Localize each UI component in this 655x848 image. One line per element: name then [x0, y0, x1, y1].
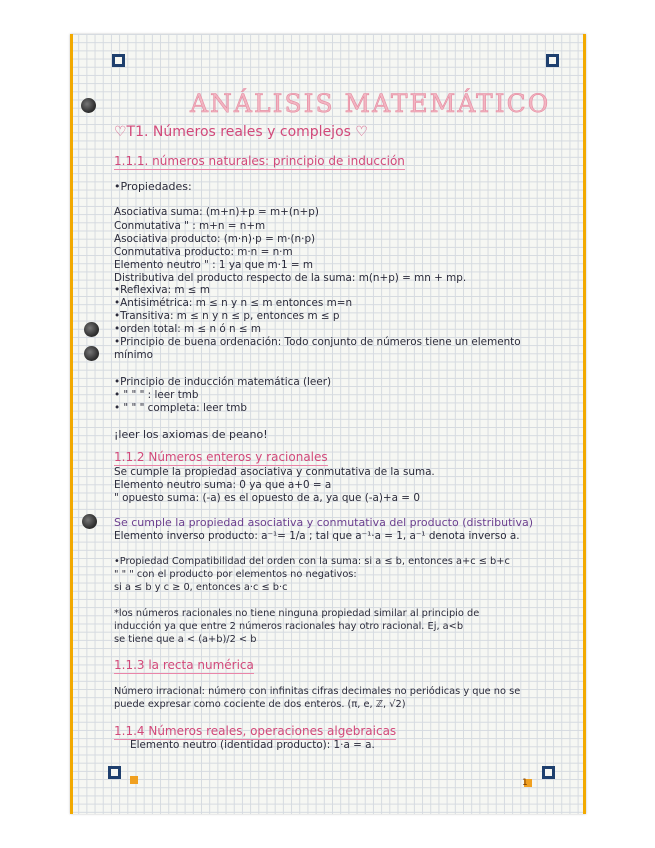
order-line: •Principio de buena ordenación: Todo conjunto de números tiene un elemento — [114, 336, 521, 348]
property-line: Elemento neutro " : 1 ya que m·1 = m — [114, 259, 313, 271]
page-edge-right — [583, 34, 586, 814]
order-line: •Antisimétrica: m ≤ n y n ≤ m entonces m=n — [114, 297, 353, 309]
binder-hole-icon — [81, 98, 96, 113]
integer-line: " opuesto suma: (-a) es el opuesto de a, ya que (-a)+a = 0 — [114, 492, 420, 504]
corner-marker-icon — [542, 766, 555, 779]
irrational-line: puede expresar como cociente de dos enteros. (π, e, ℤ, √2) — [114, 699, 406, 710]
density-line: *los números racionales no tiene ninguna propiedad similar al principio de — [114, 608, 480, 619]
orange-square-icon — [130, 776, 138, 784]
subsection-heading: 1.1.4 Números reales, operaciones algebraicas — [114, 724, 397, 738]
order-line: mínimo — [114, 349, 153, 361]
note-text: ¡leer los axiomas de peano! — [114, 428, 268, 441]
integer-line: Se cumple la propiedad asociativa y conmutativa de la suma. — [114, 466, 435, 478]
property-line: Conmutativa producto: m·n = n·m — [114, 246, 293, 258]
irrational-line: Número irracional: número con infinitas cifras decimales no periódicas y que no se — [114, 686, 521, 697]
compat-line: " " " con el producto por elementos no negativos: — [114, 569, 357, 580]
density-line: inducción ya que entre 2 números racionales hay otro racional. Ej, a<b — [114, 621, 464, 632]
order-line: •Reflexiva: m ≤ m — [114, 284, 210, 296]
induction-line: •Principio de inducción matemática (leer) — [114, 376, 332, 388]
property-line: Distributiva del producto respecto de la suma: m(n+p) = mn + mp. — [114, 272, 467, 284]
order-line: •Transitiva: m ≤ n y n ≤ p, entonces m ≤ p — [114, 310, 340, 322]
corner-marker-icon — [546, 54, 559, 67]
label-text: •Propiedades: — [114, 180, 192, 193]
section-heading: ♡T1. Números reales y complejos ♡ — [114, 124, 368, 140]
page-number: 1 — [522, 778, 528, 788]
notebook-page — [70, 34, 586, 814]
binder-hole-icon — [84, 322, 99, 337]
induction-line: • " " " : leer tmb — [114, 389, 199, 401]
compat-line: •Propiedad Compatibilidad del orden con la suma: si a ≤ b, entonces a+c ≤ b+c — [114, 556, 510, 567]
property-line: Asociativa producto: (m·n)·p = m·(n·p) — [114, 233, 316, 245]
binder-hole-icon — [84, 346, 99, 361]
rational-line: Elemento inverso producto: a⁻¹= 1/a ; tal que a⁻¹·a = 1, a⁻¹ denota inverso a. — [114, 530, 520, 542]
rational-line: Se cumple la propiedad asociativa y conmutativa del producto (distributiva) — [114, 516, 534, 529]
page-title: ANÁLISIS MATEMÁTICO — [190, 89, 551, 118]
compat-line: si a ≤ b y c ≥ 0, entonces a·c ≤ b·c — [114, 582, 288, 593]
integer-line: Elemento neutro suma: 0 ya que a+0 = a — [114, 479, 332, 491]
identity-line: Elemento neutro (identidad producto): 1·a = a. — [130, 739, 375, 751]
subsection-heading: 1.1.1. números naturales: principio de inducción — [114, 154, 405, 168]
density-line: se tiene que a < (a+b)/2 < b — [114, 634, 257, 645]
corner-marker-icon — [108, 766, 121, 779]
binder-hole-icon — [82, 514, 97, 529]
property-line: Conmutativa " : m+n = n+m — [114, 220, 266, 232]
property-line: Asociativa suma: (m+n)+p = m+(n+p) — [114, 206, 319, 218]
order-line: •orden total: m ≤ n ó n ≤ m — [114, 323, 262, 335]
subsection-heading: 1.1.2 Números enteros y racionales — [114, 450, 328, 464]
subsection-heading: 1.1.3 la recta numérica — [114, 658, 254, 672]
corner-marker-icon — [112, 54, 125, 67]
induction-line: • " " " completa: leer tmb — [114, 402, 248, 414]
page-edge-left — [70, 34, 73, 814]
